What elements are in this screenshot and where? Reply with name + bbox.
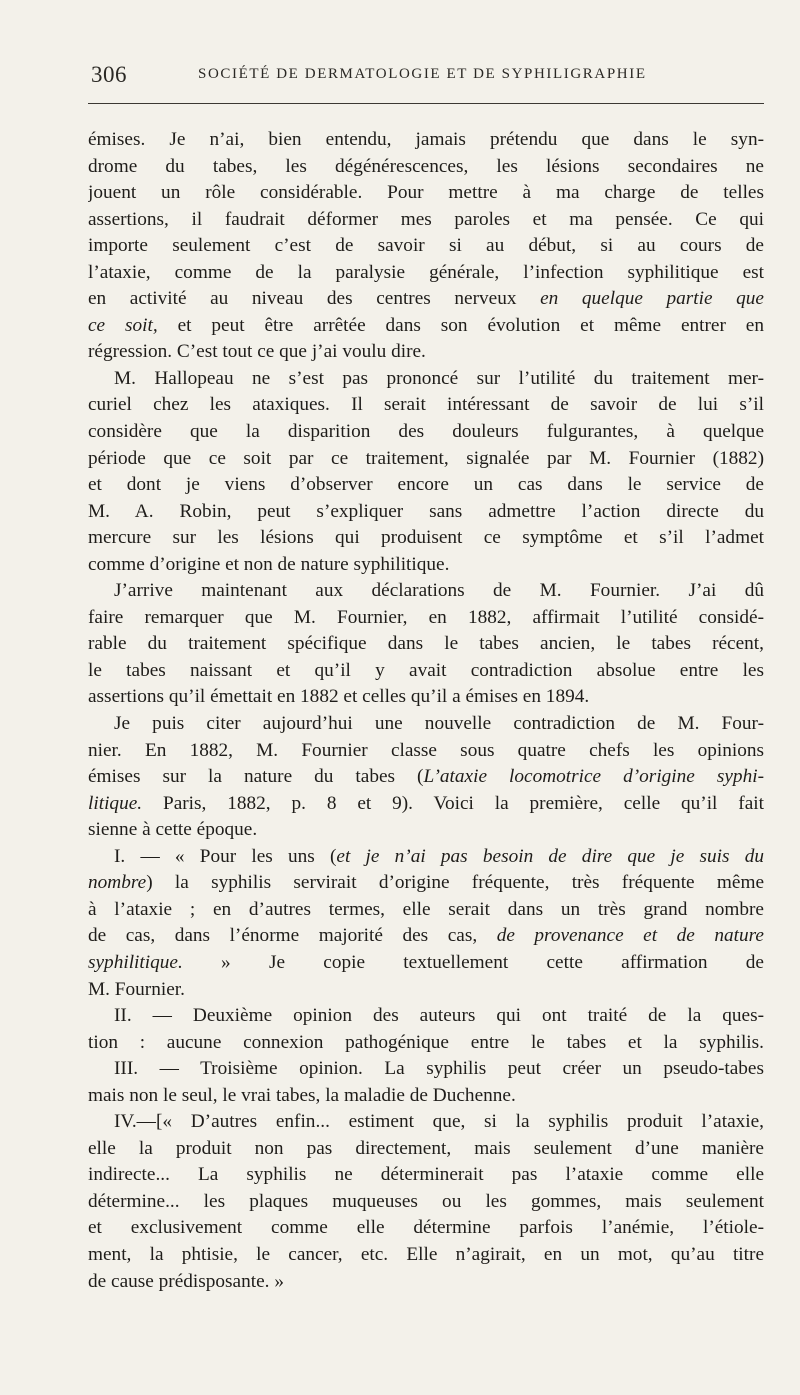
text-line	[88, 844, 764, 871]
italic-segment: et je n’ai pas besoin de dire que je suis du	[336, 845, 764, 867]
italic-segment: nombre	[88, 872, 147, 894]
text-line: Je puis citer aujourd’hui une nouvelle contradiction de M. Four-	[114, 713, 764, 735]
page-header	[88, 58, 764, 98]
text-line	[88, 923, 764, 950]
text-line: curiel chez les ataxiques. Il serait intéressant de savoir de lui s’il	[88, 394, 764, 416]
header-rule	[88, 103, 764, 104]
text-line: M. A. Robin, peut s’expliquer sans admettre l’action directe du	[88, 500, 764, 522]
text-line: assertions qu’il émettait en 1882 et celles qu’il a émises en 1894.	[88, 686, 590, 708]
text-segment: émises sur la nature du tabes (	[88, 766, 424, 788]
text-segment: » Je copie textuellement cette affirmation de	[182, 951, 764, 973]
text-line: période que ce soit par ce traitement, signalée par M. Fournier (1882)	[88, 447, 764, 469]
text-segment: Paris, 1882, p. 8 et 9). Voici la première, celle qu’il fait	[142, 792, 764, 814]
text-line: J’arrive maintenant aux déclarations de M. Fournier. J’ai dû	[114, 580, 764, 602]
text-line: de cause prédisposante. »	[88, 1270, 284, 1292]
text-segment: et peut être arrêtée dans son évolution et même entrer en	[157, 314, 764, 336]
italic-segment: L’ataxie locomotrice d’origine syphi-	[423, 766, 764, 788]
text-line	[88, 950, 764, 977]
text-line	[88, 870, 764, 897]
text-line	[88, 286, 764, 313]
text-line: détermine... les plaques muqueuses ou les gommes, mais seulement	[88, 1190, 764, 1212]
text-line: émises. Je n’ai, bien entendu, jamais prétendu que dans le syn-	[88, 129, 764, 150]
text-line: sienne à cette époque.	[88, 819, 258, 841]
text-line: rable du traitement spécifique dans le tabes ancien, le tabes récent,	[88, 633, 764, 655]
text-line: mercure sur les lésions qui produisent ce symptôme et s’il l’admet	[88, 527, 764, 549]
text-line: assertions, il faudrait déformer mes paroles et ma pensée. Ce qui	[88, 208, 764, 230]
text-line: et dont je viens d’observer encore un cas dans le service de	[88, 474, 764, 496]
text-line	[88, 764, 764, 791]
body-text	[88, 127, 764, 1295]
text-line	[88, 791, 764, 818]
text-segment: I. — « Pour les uns (	[114, 845, 337, 867]
italic-segment: syphilitique.	[88, 951, 183, 973]
text-line: et exclusivement comme elle détermine parfois l’anémie, l’étiole-	[88, 1217, 764, 1239]
text-line: mais non le seul, le vrai tabes, la maladie de Duchenne.	[88, 1084, 516, 1106]
text-line	[88, 313, 764, 340]
text-segment: en activité au niveau des centres nerveux	[88, 288, 541, 310]
text-line: tion : aucune connexion pathogénique entre le tabes et la syphilis.	[88, 1031, 764, 1053]
italic-segment: de provenance et de nature	[496, 925, 764, 947]
text-line: M. Fournier.	[88, 978, 185, 1000]
italic-segment: litique.	[88, 792, 143, 814]
text-line: II. — Deuxième opinion des auteurs qui ont traité de la ques-	[114, 1005, 764, 1027]
text-line: ment, la phtisie, le cancer, etc. Elle n’agirait, en un mot, qu’au titre	[88, 1243, 764, 1265]
text-line: à l’ataxie ; en d’autres termes, elle serait dans un très grand nombre	[88, 898, 764, 920]
text-line: IV.—[« D’autres enfin... estiment que, si la syphilis produit l’ataxie,	[114, 1111, 764, 1133]
text-line: drome du tabes, les dégénérescences, les lésions secondaires ne	[88, 155, 764, 177]
text-line: elle la produit non pas directement, mais seulement d’une manière	[88, 1137, 764, 1159]
text-line: faire remarquer que M. Fournier, en 1882, affirmait l’utilité considé-	[88, 606, 764, 628]
text-line: régression. C’est tout ce que j’ai voulu dire.	[88, 341, 426, 363]
text-line: considère que la disparition des douleurs fulgurantes, à quelque	[88, 421, 764, 443]
text-line: indirecte... La syphilis ne déterminerait pas l’ataxie comme elle	[88, 1164, 764, 1186]
page-number: 306	[91, 62, 127, 87]
italic-segment: ce soit,	[88, 314, 158, 336]
text-line: le tabes naissant et qu’il y avait contradiction absolue entre les	[88, 659, 764, 681]
text-line: l’ataxie, comme de la paralysie générale, l’infection syphilitique est	[88, 261, 764, 283]
text-line: importe seulement c’est de savoir si au début, si au cours de	[88, 235, 764, 257]
text-segment: ) la syphilis servirait d’origine fréquente, très fréquente même	[146, 872, 764, 894]
text-line: III. — Troisième opinion. La syphilis peut créer un pseudo-tabes	[114, 1058, 764, 1080]
text-line: nier. En 1882, M. Fournier classe sous quatre chefs les opinions	[88, 739, 764, 761]
text-line: jouent un rôle considérable. Pour mettre à ma charge de telles	[88, 182, 764, 204]
text-line: M. Hallopeau ne s’est pas prononcé sur l’utilité du traitement mer-	[114, 367, 764, 389]
italic-segment: en quelque partie que	[540, 288, 764, 310]
running-head: SOCIÉTÉ DE DERMATOLOGIE ET DE SYPHILIGRAPHIE	[198, 66, 647, 82]
text-line: comme d’origine et non de nature syphilitique.	[88, 553, 450, 575]
text-segment: de cas, dans l’énorme majorité des cas,	[88, 925, 497, 947]
